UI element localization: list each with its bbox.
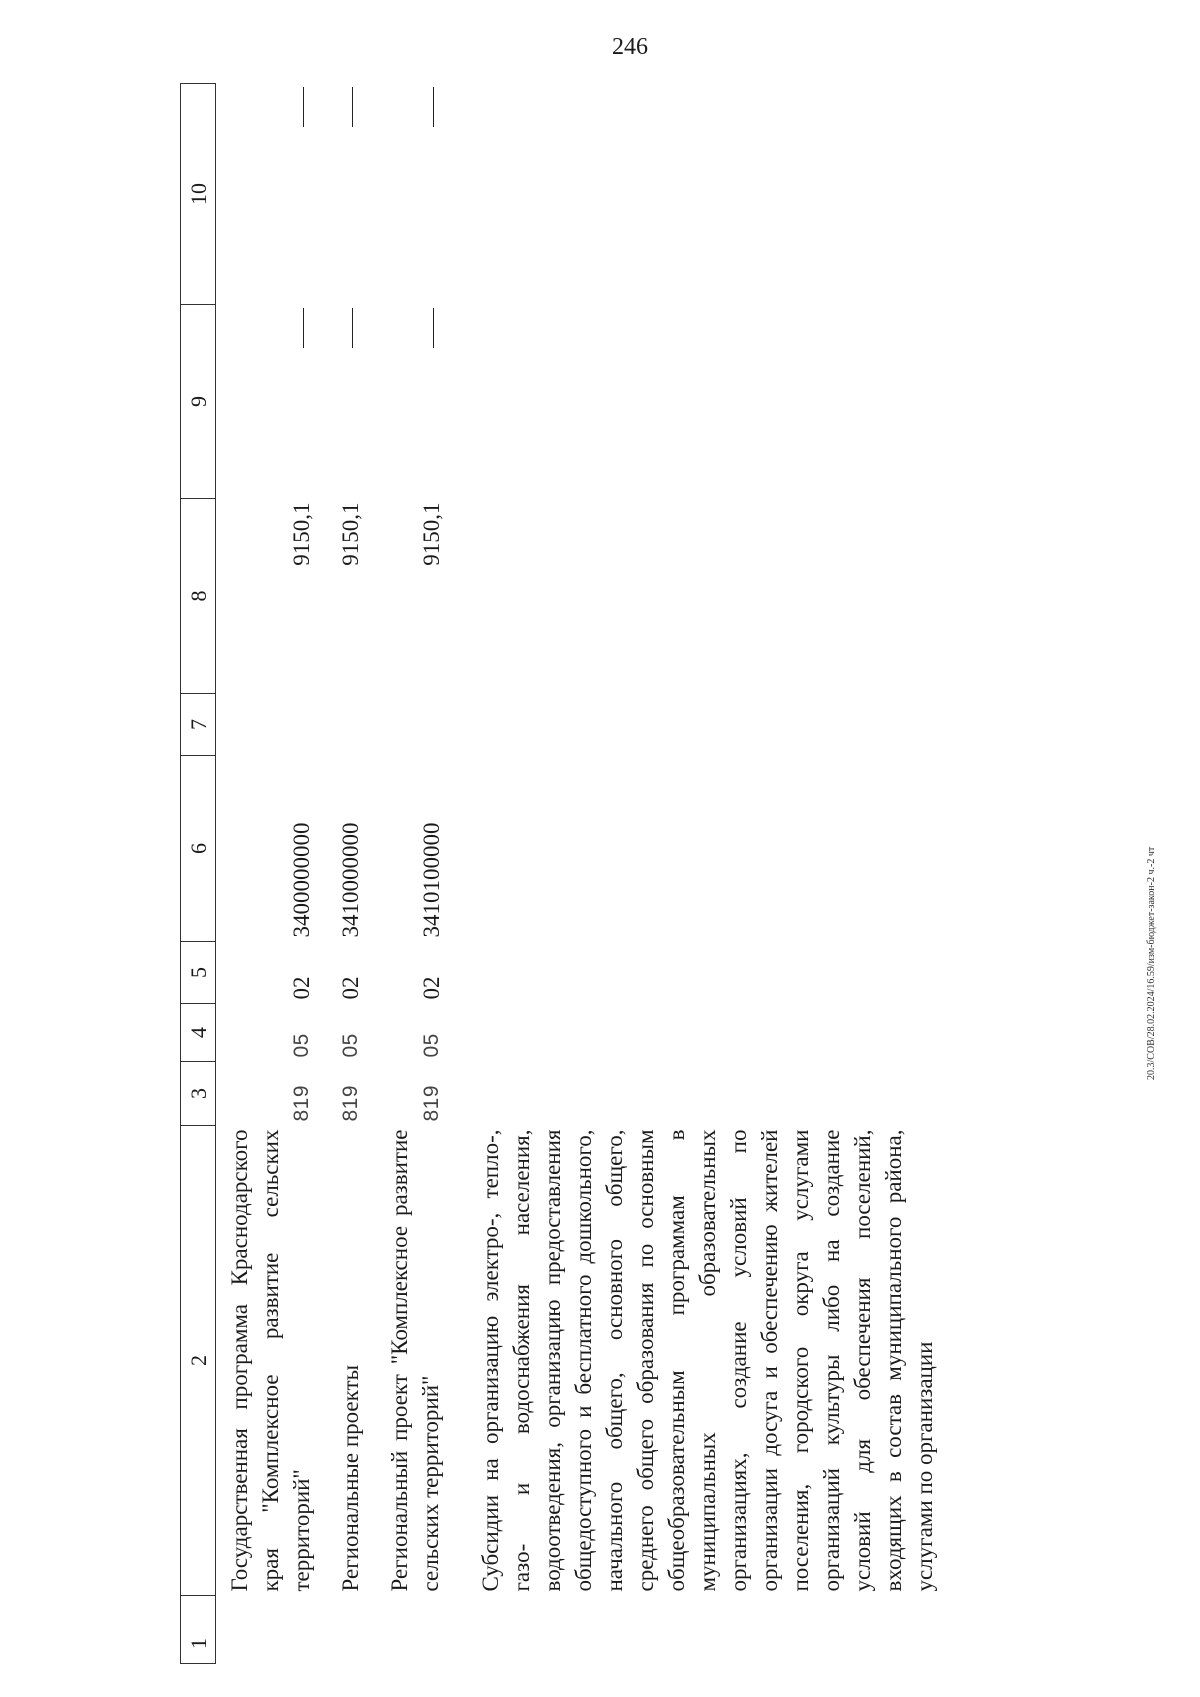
cell-col5: 02 [289,976,314,1000]
row-name: Региональные проекты [338,1364,363,1592]
column-header-2: 2 [181,1126,216,1596]
cell-col3: 819 [339,1084,362,1122]
cell-col10-dash [378,84,447,305]
column-header-9: 9 [181,305,216,499]
row-name: Субсидии на организацию электро-, тепло-, газо- и водоснабжения населения, водоотведения, организацию предоставления общедоступного и бесплатного дошкольного, начального общего, основного общего, среднего общего образования по основным общеобразовательным программам в муниципальных образовательных организациях, создание условий по организации досуга и обеспечению жителей поселения, городского округа услугами организаций культуры либо на создание условий для обеспечения поселений, входящих в состав муниципального района, услугами по организации [478,1129,937,1592]
cell-col8: 9150,1 [289,502,314,566]
table-row [216,84,318,1664]
row-name: Региональный проект "Комплексное развитие сельских территорий" [387,1129,443,1592]
cell-col10-dash [329,84,366,305]
dash-mark [352,309,353,349]
footer-code-text: 20.3/СОВ/28.02.2024/16.59/изм-бюджет-закон-2 ч.-2 чт [1146,846,1157,1080]
column-header-3: 3 [181,1062,216,1126]
dash-mark [433,309,434,349]
cell-col8: 9150,1 [419,502,444,566]
cell-col7 [378,694,447,756]
cell-col4: 05 [339,1033,362,1058]
column-header-1: 1 [181,1596,216,1664]
row-name: Государственная программа Краснодарского края "Комплексное развитие сельских территорий" [227,1129,314,1592]
table-row [469,84,940,1664]
cell-col8: 9150,1 [338,502,363,566]
dash-mark [303,88,304,128]
cell-col9-dash [329,305,366,499]
dash-mark [303,309,304,349]
cell-col4: 05 [420,1033,443,1058]
table-header-row [181,84,216,1664]
cell-col6: 3410000000 [338,822,363,938]
cell-col7 [329,694,366,756]
cell-col9-dash [216,305,318,499]
page-number: 246 [612,34,648,60]
cell-col4: 05 [290,1033,313,1058]
cell-col5: 02 [419,976,444,1000]
cell-col3: 819 [290,1084,313,1122]
cell-col6: 3400000000 [289,822,314,938]
cell-col6: 3410100000 [419,822,444,938]
dash-mark [433,88,434,128]
cell-col5: 02 [338,976,363,1000]
column-header-8: 8 [181,499,216,694]
table-row [329,84,366,1664]
column-header-4: 4 [181,1004,216,1062]
column-header-10: 10 [181,84,216,305]
column-header-6: 6 [181,756,216,942]
dash-mark [352,88,353,128]
cell-col3: 819 [420,1084,443,1122]
table-row [378,84,447,1664]
column-header-5: 5 [181,942,216,1004]
cell-col7 [216,694,318,756]
cell-col10-dash [216,84,318,305]
budget-table [180,84,1170,1664]
column-header-7: 7 [181,694,216,756]
cell-col9-dash [378,305,447,499]
